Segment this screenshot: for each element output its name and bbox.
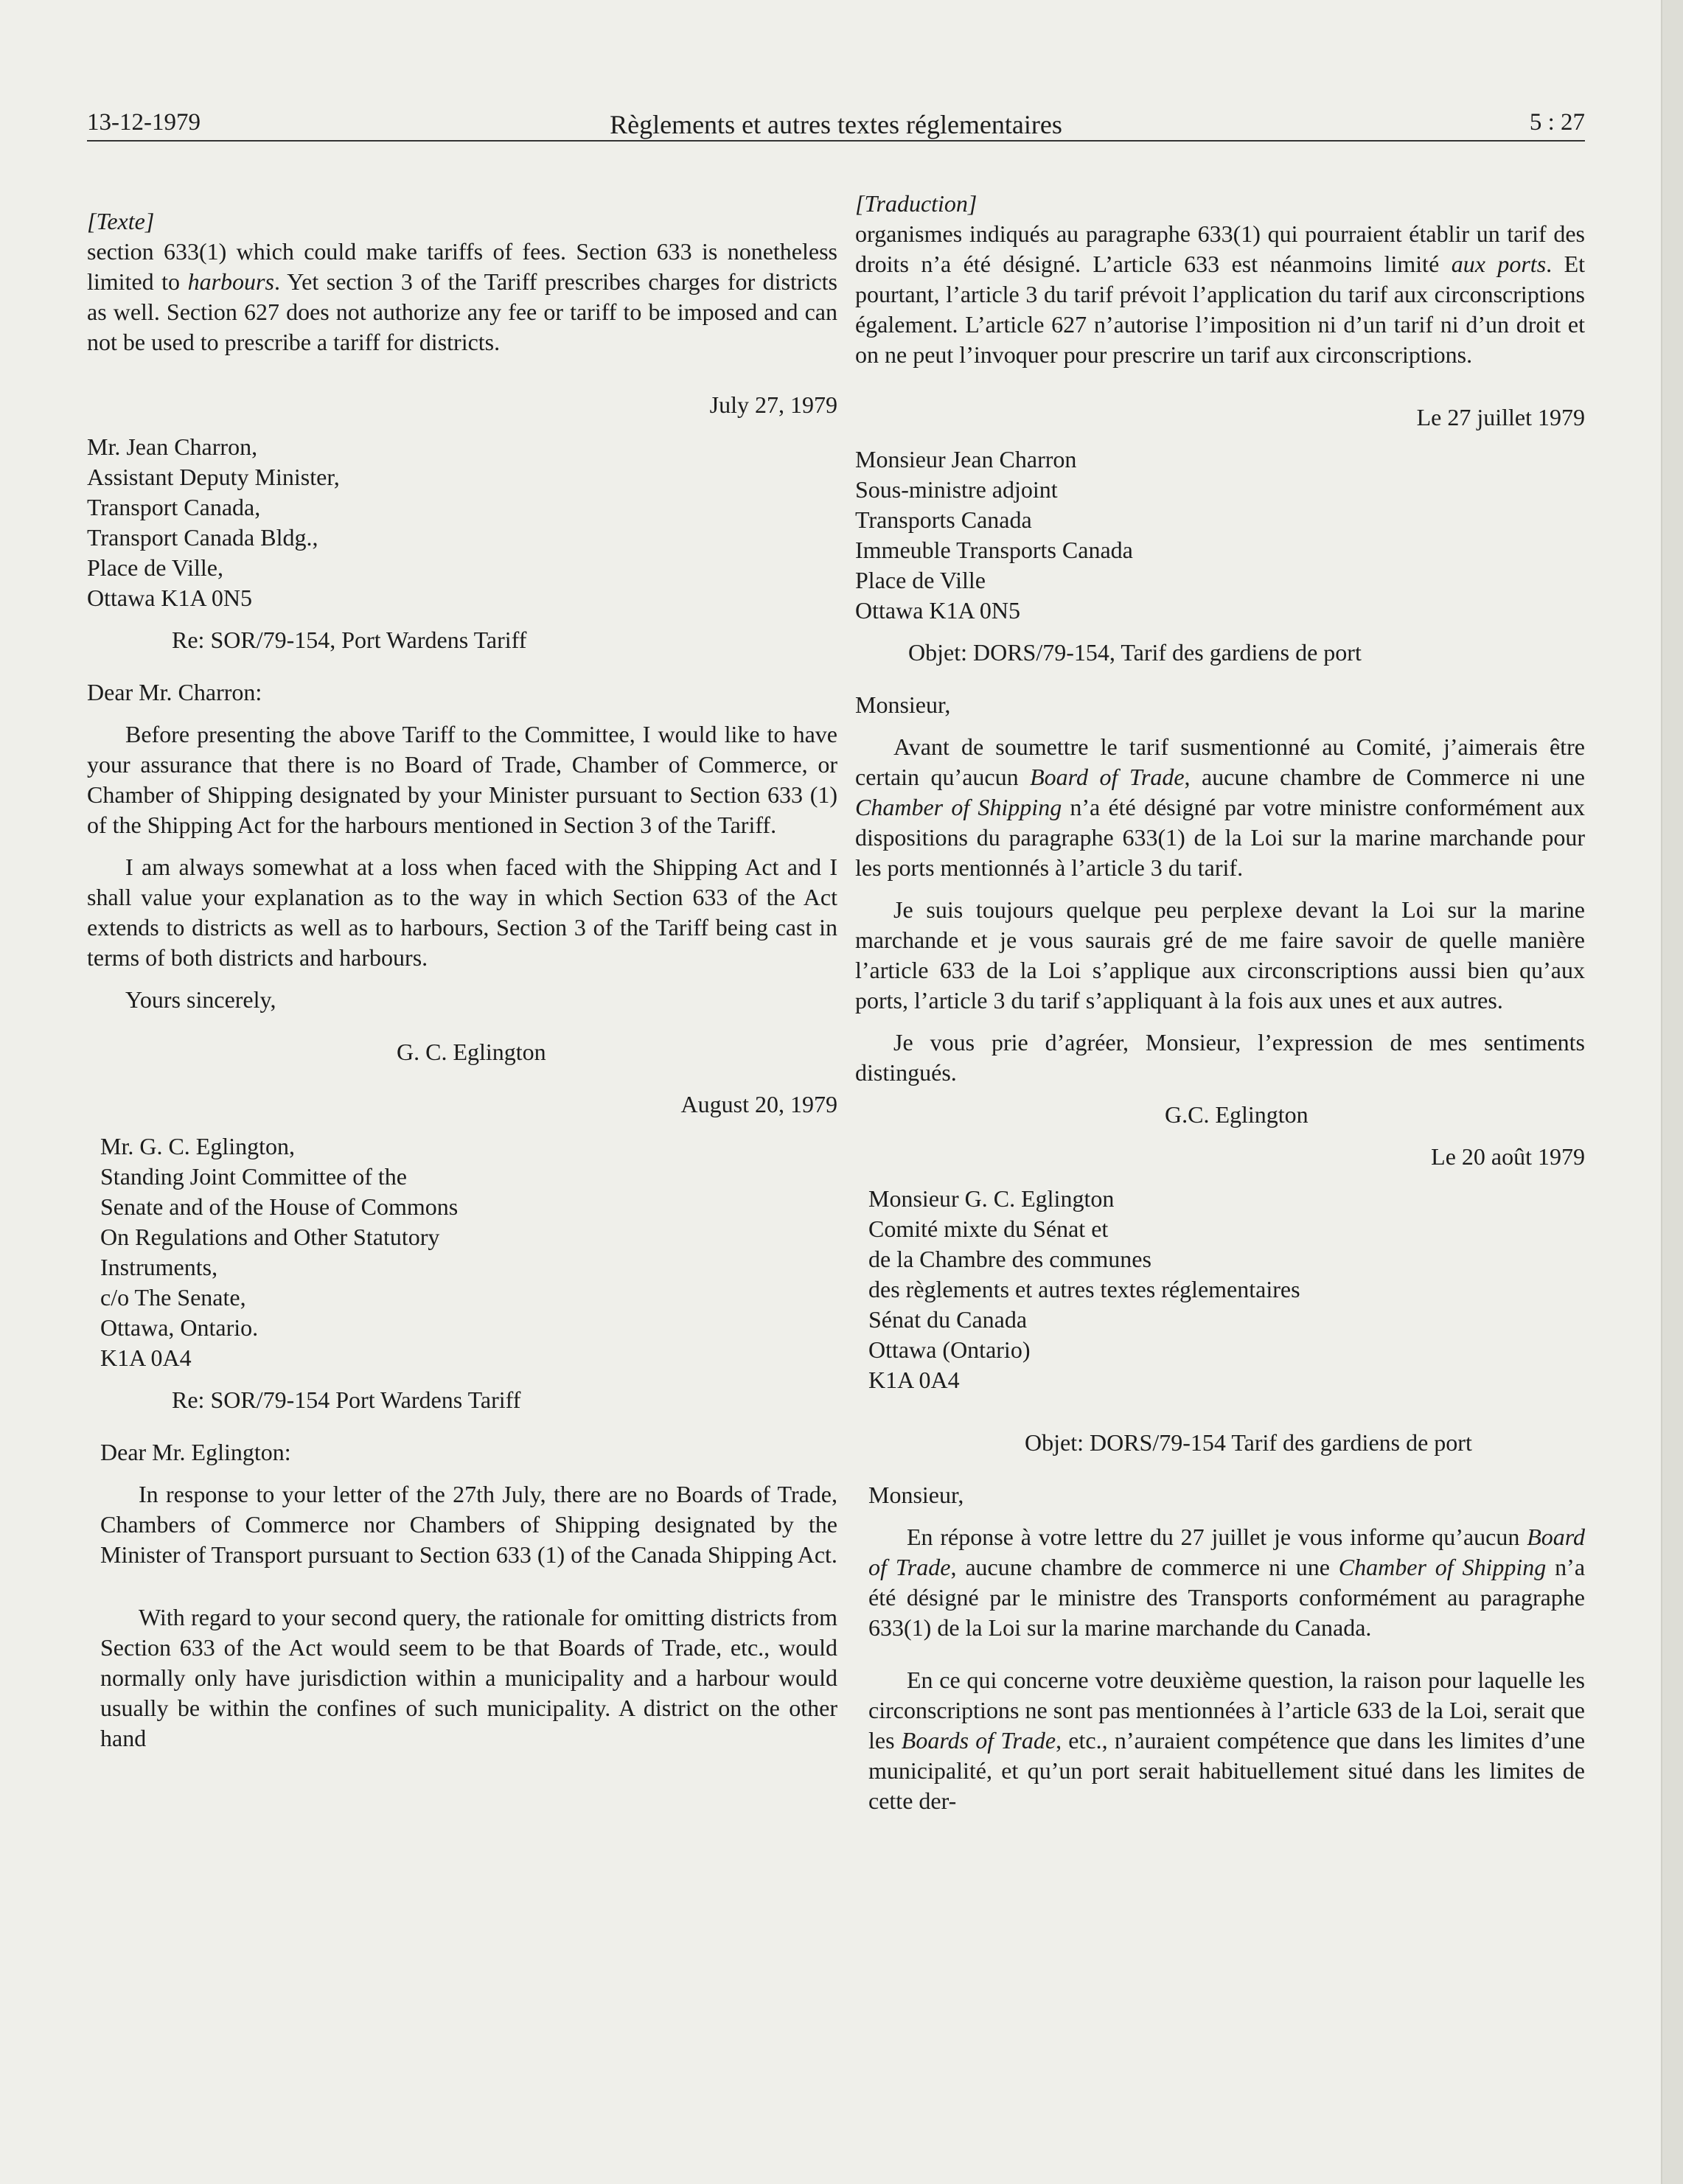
address-line: Transports Canada [855,506,1032,533]
address-line: Place de Ville, [87,554,223,581]
address-line: Ottawa K1A 0N5 [87,585,252,611]
italic-term: Board of Trade [868,1524,1585,1580]
paragraph-fr-2: Avant de soumettre le tarif susmentionné au Comité, j’aimerais être certain qu’aucun Board of Trade, aucune chambre de Commerce ni une Chamber of Shipping n’a été désigné par votre ministre conformément aux dispositions du paragraphe 633(1) de la Loi sur la marine marchande pour les ports mentionnés à l’article 3 du tarif. [855,733,1586,881]
signature-fr-1: G.C. Eglington [1165,1101,1309,1128]
address-line: Assistant Deputy Minister, [87,464,340,490]
page-edge [1661,0,1683,2184]
header-page-number: 5 : 27 [1529,109,1585,136]
address-line: On Regulations and Other Statutory [100,1224,440,1250]
paragraph-fr-5: En réponse à votre lettre du 27 juillet je vous informe qu’aucun Board of Trade, aucune chambre de commerce ni une Chamber of Shipping n’a été désigné par le ministre des Transports conformément au paragraphe 633(1) de la Loi sur la marine marchande du Canada. [868,1524,1586,1641]
subject-line-fr-1: Objet: DORS/79-154, Tarif des gardiens de port [908,639,1362,666]
paragraph-fr-6: En ce qui concerne votre deuxième question, la raison pour laquelle les circonscriptions ne sont pas mentionnées à l’article 633 de la Loi, serait que les Boards of Trade, etc., n’auraient compétence que dans les limites d’une municipalité, et qu’un port serait habituellement situé dans les limites de cette der- [868,1667,1586,1814]
salutation-2: Dear Mr. Eglington: [100,1439,291,1465]
address-block-fr-1 [855,444,1585,626]
french-column [855,189,1585,1816]
address-line: Ottawa K1A 0N5 [855,597,1020,624]
address-line: Standing Joint Committee of the [100,1163,407,1190]
italic-term: Board of Trade [1030,764,1185,790]
translation-tag: [Traduction] [855,190,978,217]
address-block-fr-2 [868,1184,1585,1395]
address-line: Monsieur Jean Charron [855,446,1077,472]
letter-date-1: July 27, 1979 [709,391,837,418]
paragraph-fr-1: organismes indiqués au paragraphe 633(1) qui pourraient établir un tarif des droits n’a été désigné. L’article 633 est néanmoins limité aux ports. Et pourtant, l’article 3 du tarif prévoit l’application du tarif aux circonscriptions également. L’article 627 n’autorise l’imposition ni d’un tarif ni d’un droit et on ne peut l’invoquer pour prescrire un tarif aux circonscriptions. [855,220,1586,368]
letter-date-2: August 20, 1979 [680,1091,837,1117]
english-column [87,206,837,1754]
address-line: Sénat du Canada [868,1306,1028,1333]
closing: Yours sincerely, [125,986,276,1013]
salutation-fr-2: Monsieur, [868,1482,964,1508]
paragraph-1: section 633(1) which could make tariffs of fees. Section 633 is nonetheless limited to harbours. Yet section 3 of the Tariff prescribes charges for districts as well. Section 627 does not authorize any fee or tariff to be imposed and can not be used to prescribe a tariff for districts. [87,238,838,355]
italic-term: Chamber of Shipping [1338,1554,1547,1580]
address-line: Transport Canada, [87,494,261,520]
header-date: 13-12-1979 [87,109,201,136]
running-header [87,109,1585,139]
paragraph-2: Before presenting the above Tariff to the Committee, I would like to have your assurance that there is no Board of Trade, Chamber of Commerce, or Chamber of Shipping designated by your Minister pursuant to Section 633 (1) of the Shipping Act for the harbours mentioned in Section 3 of the Tariff. [87,721,837,838]
address-line: Monsieur G. C. Eglington [868,1185,1115,1212]
italic-term: aux ports [1451,251,1547,277]
address-line: Immeuble Transports Canada [855,537,1133,563]
address-line: Ottawa (Ontario) [868,1336,1031,1363]
paragraph-4: In response to your letter of the 27th July, there are no Boards of Trade, Chambers of Commerce nor Chambers of Shipping designated by the Minister of Transport pursuant to Section 633 (1) of the Canada Shipping Act. [100,1481,837,1568]
paragraph-3: I am always somewhat at a loss when faced with the Shipping Act and I shall value your explanation as to the way in which Section 633 of the Act extends to districts as well as to harbours, Section 3 of the Tariff being cast in terms of both districts and harbours. [87,854,837,971]
address-line: Transport Canada Bldg., [87,524,318,551]
paragraph-fr-3: Je suis toujours quelque peu perplexe devant la Loi sur la marine marchande et je vous saurais gré de me faire savoir de quelle manière l’article 633 de la Loi s’applique aux circonscriptions aussi bien qu’aux ports, l’article 3 du tarif s’appliquant à la fois aux unes et aux autres. [855,896,1585,1013]
address-block-1 [87,432,837,613]
address-line: Mr. G. C. Eglington, [100,1133,296,1159]
address-line: Instruments, [100,1254,218,1280]
address-line: Sous-ministre adjoint [855,476,1058,503]
address-line: Senate and of the House of Commons [100,1193,459,1220]
italic-term: Boards of Trade [901,1727,1056,1754]
letter-date-fr-2: Le 20 août 1979 [1431,1143,1585,1170]
header-rule [87,140,1585,142]
address-line: Comité mixte du Sénat et [868,1215,1109,1242]
address-line: c/o The Senate, [100,1284,246,1311]
italic-term: harbours [187,268,274,295]
paragraph-fr-4: Je vous prie d’agréer, Monsieur, l’expression de mes sentiments distingués. [855,1029,1585,1086]
subject-line-1: Re: SOR/79-154, Port Wardens Tariff [172,627,527,653]
signature-1: G. C. Eglington [397,1039,546,1065]
paragraph-5: With regard to your second query, the rationale for omitting districts from Section 633 of the Act would seem to be that Boards of Trade, etc., would normally only have jurisdiction within a municipality and a harbour would usually be within the confines of such municipality. A district on the other hand [100,1604,837,1751]
subject-line-2: Re: SOR/79-154 Port Wardens Tariff [172,1386,521,1413]
address-line: de la Chambre des communes [868,1246,1151,1272]
address-line: K1A 0A4 [868,1367,960,1393]
salutation-fr-1: Monsieur, [855,691,951,718]
address-line: Mr. Jean Charron, [87,433,258,460]
subject-line-fr-2: Objet: DORS/79-154 Tarif des gardiens de port [1025,1429,1472,1456]
address-block-2 [100,1131,837,1373]
address-line: Ottawa, Ontario. [100,1314,259,1341]
text-tag: [Texte] [87,208,155,234]
header-title: Règlements et autres textes réglementaires [610,110,1062,139]
salutation-1: Dear Mr. Charron: [87,679,262,705]
letter-date-fr-1: Le 27 juillet 1979 [1416,404,1585,430]
address-line: K1A 0A4 [100,1344,192,1371]
italic-term: Chamber of Shipping [855,794,1062,820]
address-line: Place de Ville [855,567,986,593]
address-line: des règlements et autres textes réglementaires [868,1276,1300,1302]
